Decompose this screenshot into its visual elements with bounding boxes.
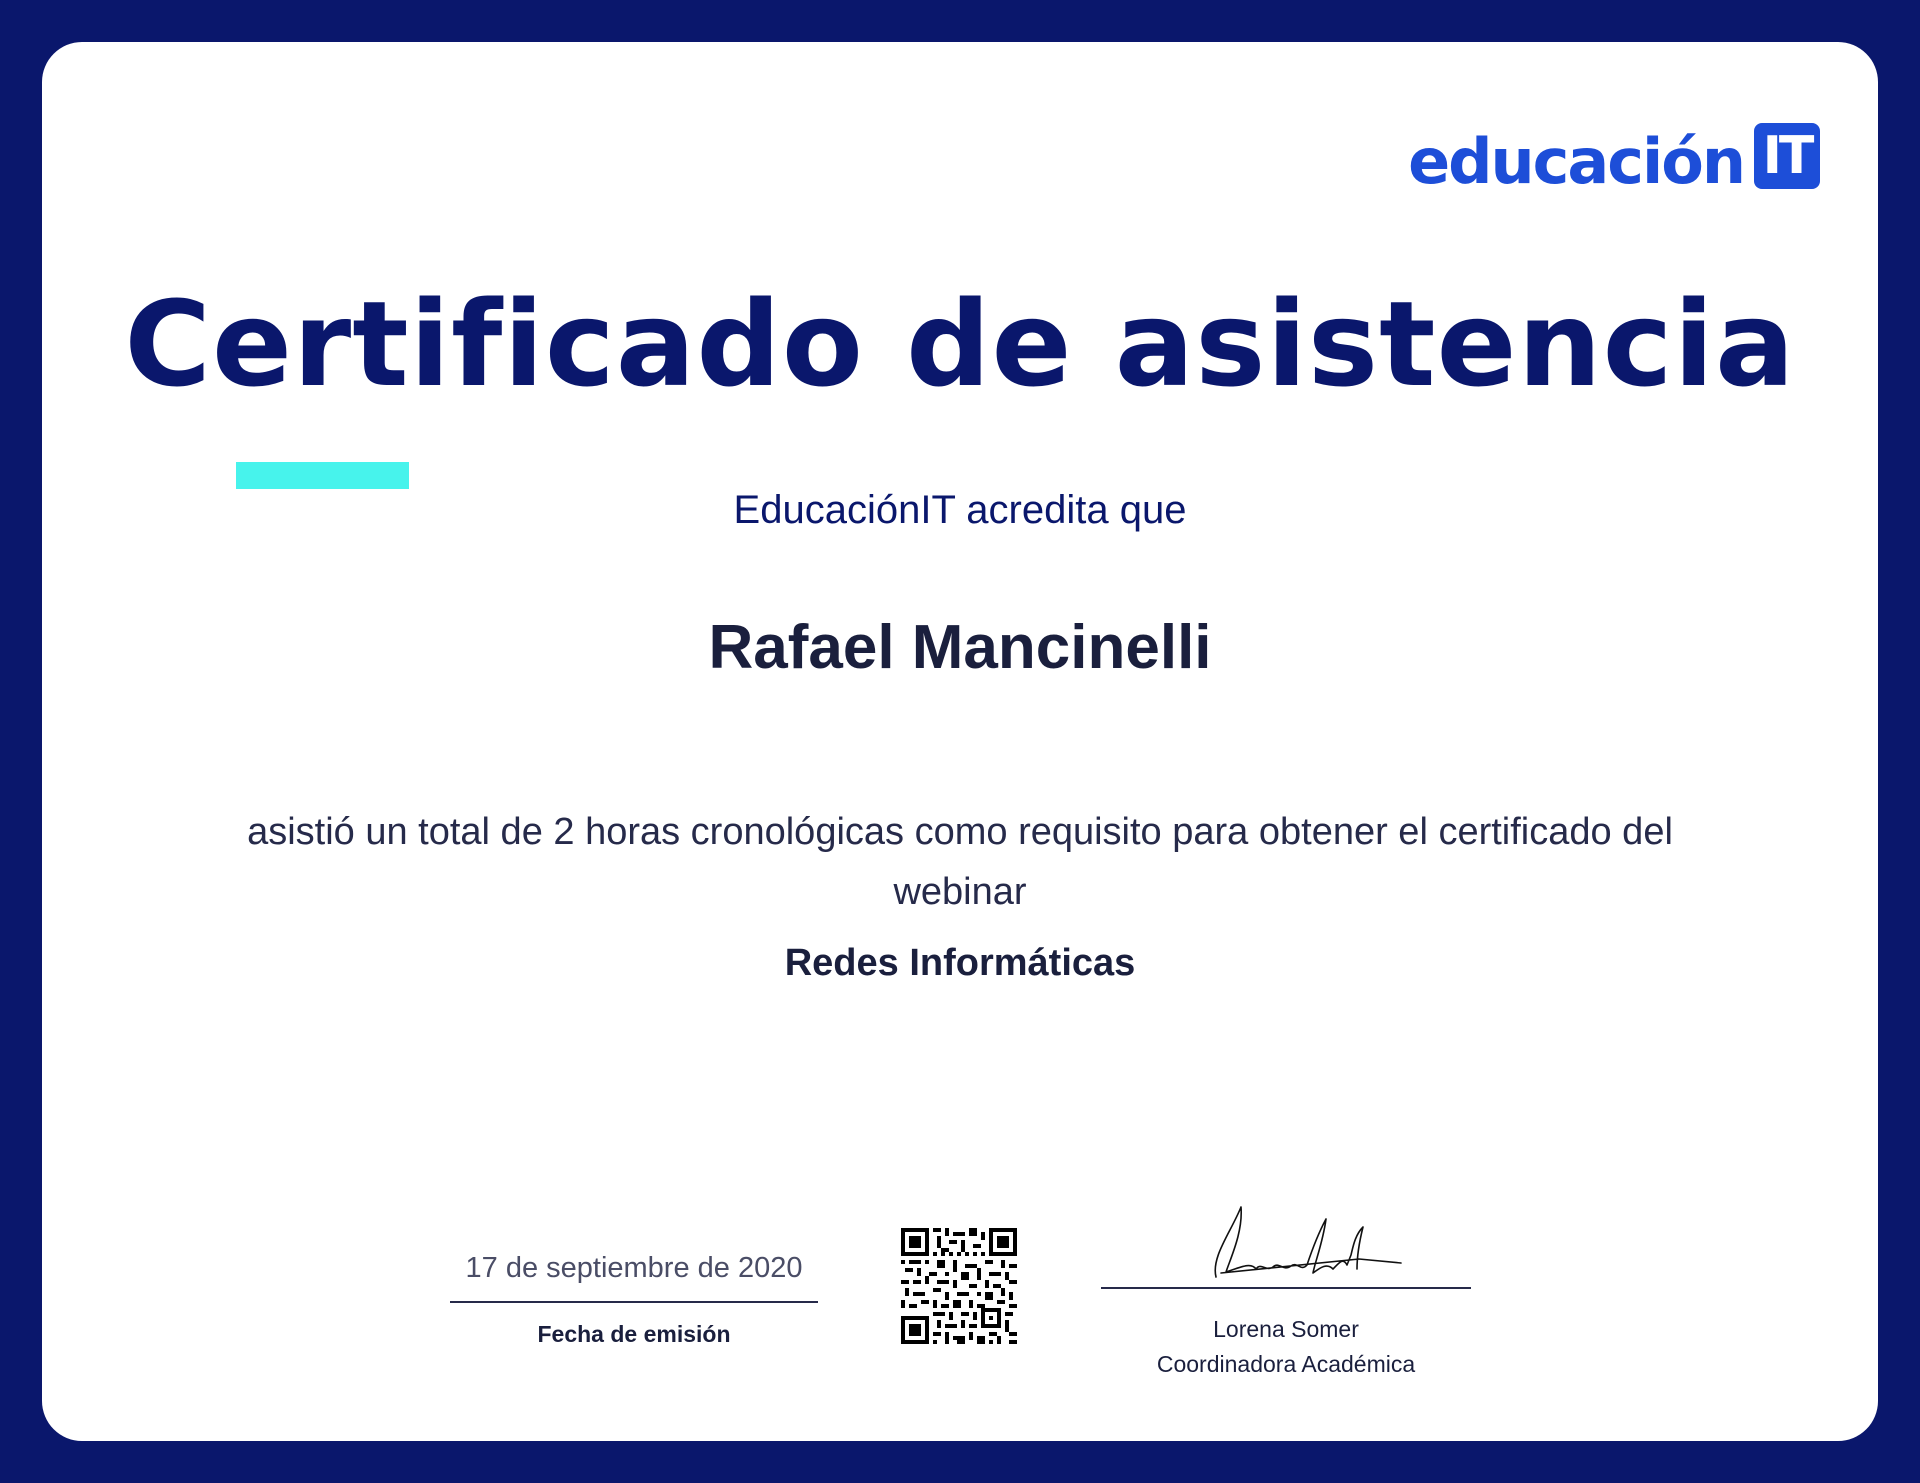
course-name: Redes Informáticas bbox=[784, 942, 1136, 984]
handwritten-signature bbox=[1101, 1177, 1471, 1289]
accreditation-line: EducaciónIT acredita que bbox=[733, 488, 1187, 532]
educacionit-logo bbox=[1408, 112, 1820, 212]
signature-block bbox=[1101, 1177, 1471, 1378]
accent-bar bbox=[236, 462, 409, 489]
issue-date: 17 de septiembre de 2020 bbox=[450, 1252, 818, 1303]
issue-date-block bbox=[450, 1252, 818, 1348]
attendance-statement: asistió un total de 2 horas cronológicas como requisito para obtener el certificado del webinar bbox=[247, 811, 1673, 913]
logo-badge: IT bbox=[1754, 123, 1820, 189]
recipient-name: Rafael Mancinelli bbox=[708, 613, 1212, 682]
signer-name: Lorena Somer bbox=[1213, 1316, 1359, 1342]
logo-wordmark: educación bbox=[1408, 125, 1744, 198]
certificate-title: Certificado de asistencia bbox=[124, 275, 1796, 413]
certificate-card bbox=[42, 42, 1878, 1441]
qr-code-icon bbox=[901, 1228, 1017, 1344]
issue-date-label: Fecha de emisión bbox=[537, 1321, 731, 1347]
signer-role: Coordinadora Académica bbox=[1156, 1351, 1416, 1377]
